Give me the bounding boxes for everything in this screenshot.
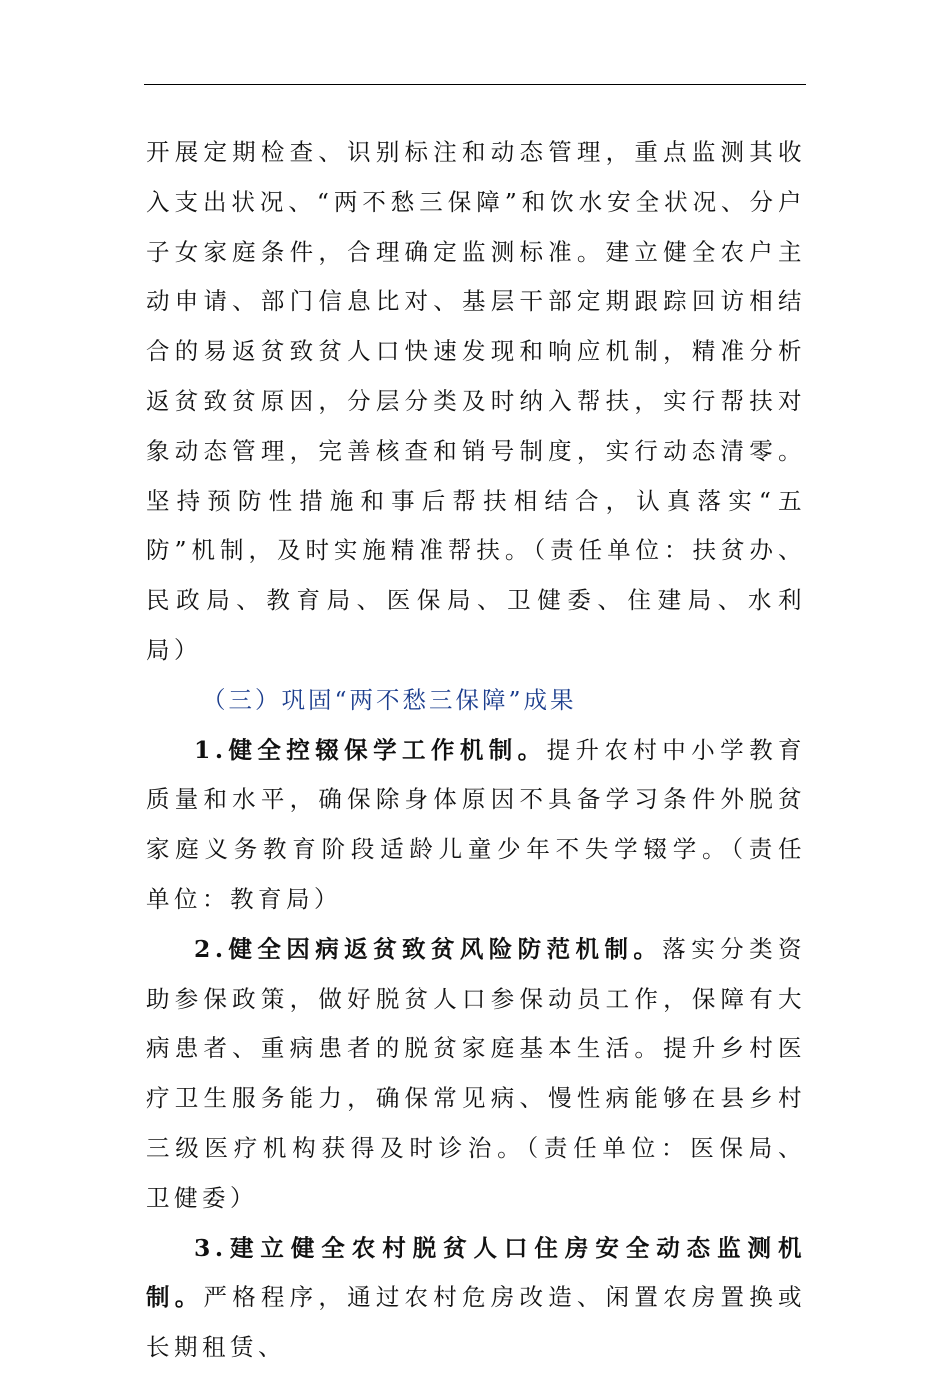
list-item: [146, 925, 806, 1224]
item-title: 2.健全因病返贫致贫风险防范机制。: [194, 934, 663, 963]
document-body: [146, 128, 806, 1373]
header-rule: [144, 84, 806, 85]
paragraph-monitoring: 开展定期检查、识别标注和动态管理，重点监测其收入支出状况、“两不愁三保障”和饮水安全状况、分户子女家庭条件，合理确定监测标准。建立健全农户主动申请、部门信息比对、基层干部定期跟踪回访相结合的易返贫致贫人口快速发现和响应机制，精准分析返贫致贫原因，分层分类及时纳入帮扶，实行帮扶对象动态管理，完善核查和销号制度，实行动态清零。坚持预防性措施和事后帮扶相结合，认真落实“五防”机制，及时实施精准帮扶。（责任单位：扶贫办、民政局、教育局、医保局、卫健委、住建局、水利局）: [146, 138, 806, 664]
item-body: 严格程序，通过农村危房改造、闲置农房置换或长期租赁、: [146, 1283, 807, 1362]
list-item: [146, 1224, 806, 1373]
item-body: 提升农村中小学教育质量和水平，确保除身体原因不具备学习条件外脱贫家庭义务教育阶段适龄儿童少年不失学辍学。（责任单位：教育局）: [146, 735, 806, 913]
item-body: 落实分类资助参保政策，做好脱贫人口参保动员工作，保障有大病患者、重病患者的脱贫家庭基本生活。提升乡村医疗卫生服务能力，确保常见病、慢性病能够在县乡村三级医疗机构获得及时诊治。（责任单位：医保局、卫健委）: [146, 934, 806, 1212]
item-title: 1.健全控辍保学工作机制。: [194, 735, 547, 764]
section-heading: （三）巩固“两不愁三保障”成果: [202, 685, 577, 714]
list-item: [146, 726, 806, 925]
item-title: 3.建立健全农村脱贫人口住房安全动态监测机制。: [146, 1233, 806, 1312]
